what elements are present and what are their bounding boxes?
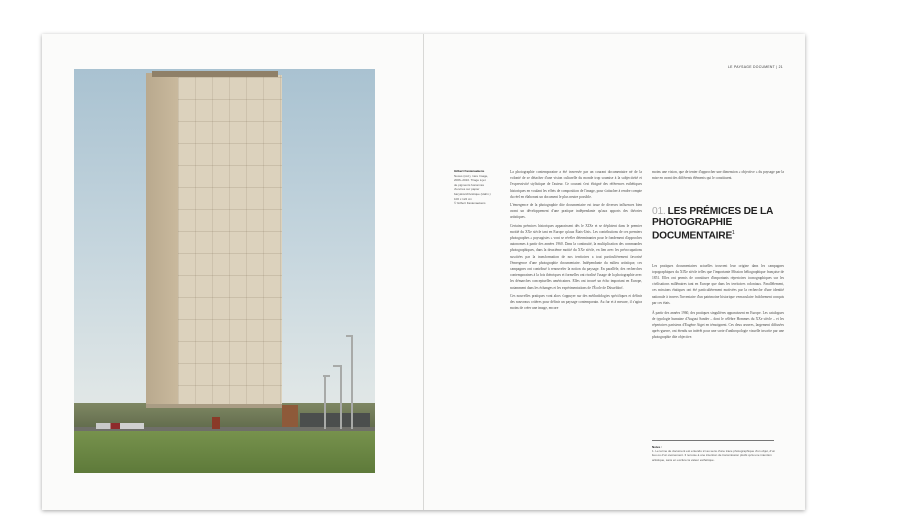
right-page <box>424 34 805 510</box>
tower-side <box>146 73 178 408</box>
caption-line: de pigments fusionnés <box>454 182 485 187</box>
section-number: 01. <box>652 206 666 217</box>
lamp-post <box>324 375 326 429</box>
paragraph: L'émergence de la photographie dite documentaire est issue de diverses influences bien avant un développement d'une pratique indépendante qu'aux apports des théories artistiques. <box>510 203 642 220</box>
lamp-head <box>333 365 340 367</box>
book-spread <box>42 34 805 510</box>
caption-line: 2006–2010. Tirage à jet <box>454 178 486 183</box>
tower-door <box>212 417 220 429</box>
photo-caption <box>454 169 498 206</box>
caption-line: d'encres sur papier <box>454 187 480 192</box>
caption-line: Noces (réd.), 1ère Image, <box>454 173 489 178</box>
body-column-1 <box>510 169 642 504</box>
lamp-post <box>351 335 353 429</box>
paragraph: Ces nouvelles pratiques vont alors s'appuyer sur des méthodologies spécifiques et définir des nouveaux critères pour définir un paysage contemporain. Au fur et à mesure, il s'agira moins de créer une image, encore <box>510 293 642 311</box>
left-page <box>42 34 424 510</box>
paragraph: Certains prémices historiques apparaissent dès le XIXe et se déploient dans le premier moitié du XXe siècle tant en Europe qu'aux États-Unis. Les contributions de ces premiers photographes « paysagistes » vont se révéler déterminantes pour le fondement d'approches autonomes à partir des années 1960. Dans la continuité, la multiplication des commandes photographiques, dans la deuxième moitié du XXe siècle, en lien avec les préoccupations suscitées par la transformation de nos territoires a tout particulièrement favorisé l'émergence d'une photographie documentaire. Indépendante du milieu artistique, ces campagnes ont contribué à renouveler la notion du paysage. En parallèle, des recherches contemporaines à la fois théoriques et formelles ont rivalisé l'usage de la photographie avec les démarches conceptuelles américaines. Elles ont trouvé un écho important en Europe, notamment dans les échanges et les expérimentations de l'École de Düsseldorf. <box>510 223 642 290</box>
lamp-head <box>346 335 353 337</box>
tower-base <box>146 404 282 408</box>
notes-divider <box>652 440 774 441</box>
caption-line: 100 x 122 cm <box>454 196 473 201</box>
caption-line: © Gilbert Fastenaekens <box>454 201 486 206</box>
footnote-marker: 1 <box>732 230 735 236</box>
footnotes <box>652 445 776 462</box>
lawn <box>74 431 375 473</box>
parked-cars <box>96 423 144 429</box>
caption-author: Gilbert Fastenaekens <box>454 169 485 173</box>
lamp-head <box>323 375 330 377</box>
tower-photograph <box>74 69 375 473</box>
lamp-post <box>340 365 342 429</box>
tower-roof <box>152 71 278 77</box>
paragraph: À partir des années 1960, des pratiques singulières apparaissent en Europe. Les catalogues de typologie humaine d'August Sander – dont le célèbre Hommes du XXe siècle – et les répertoires parisiens d'Eugène Atget en témoignent. Ces deux œuvres, largement diffusées après-guerre, ont étendu un intérêt pour une sorte d'anthropologie visuelle inscrite par une photographie dite objective. <box>652 310 784 340</box>
running-header: LE PAYSAGE DOCUMENT | 21 <box>728 65 783 69</box>
paragraph: La photographie contemporaine a été traversée par un courant documentaire né de la volonté de se détacher d'une vision culturelle du monde trop soumise à la subjectivité et l'expressivité stylistique de l'auteur. Ce courant s'est éloigné des références esthétiques historiques en voulant les effets de composition de l'image, pour s'attacher à rendre compte du réel en élaborant un document le plus neutre possible. <box>510 170 642 199</box>
section-heading <box>652 207 792 242</box>
body-column-2 <box>652 259 784 424</box>
body-column-2-top <box>652 169 784 183</box>
paragraph: moins une vision, que de tenter d'approcher une dimension « objective » du paysage par la mise en avant des différents éléments qui le constituent. <box>652 170 784 181</box>
section-title: LES PRÉMICES DE LA PHOTOGRAPHIE DOCUMENTAIRE <box>652 206 773 242</box>
footnote-text: 1. Le terme de document est entendu ici au sens d'une trace photographique d'un objet, d'un lieu ou d'un événement. Il renvoie à une intention de transmission plutôt qu'à une intention artistique, sans en exclure la valeur esthétique. <box>652 449 776 462</box>
notes-label: Notes : <box>652 445 663 449</box>
paragraph: Les pratiques documentaires actuelles trouvent leur origine dans les campagnes topographiques du XIXe siècle telles que l'importante Mission héliographique française de 1851. Elles ont permis de constituer d'importants répertoires iconographiques sur les civilisations millénaires tant en Europe que dans les territoires coloniaux. Parallèlement, ces missions étatiques ont été particulièrement motivées par la recherche d'une identité nationale à travers l'inventaire d'un patrimoine historique vernaculaire fraîchement conquis par ces états. <box>652 263 784 305</box>
tower-facade <box>178 75 282 408</box>
caption-line: baryté/archivistique (Hahn.) <box>454 191 491 196</box>
